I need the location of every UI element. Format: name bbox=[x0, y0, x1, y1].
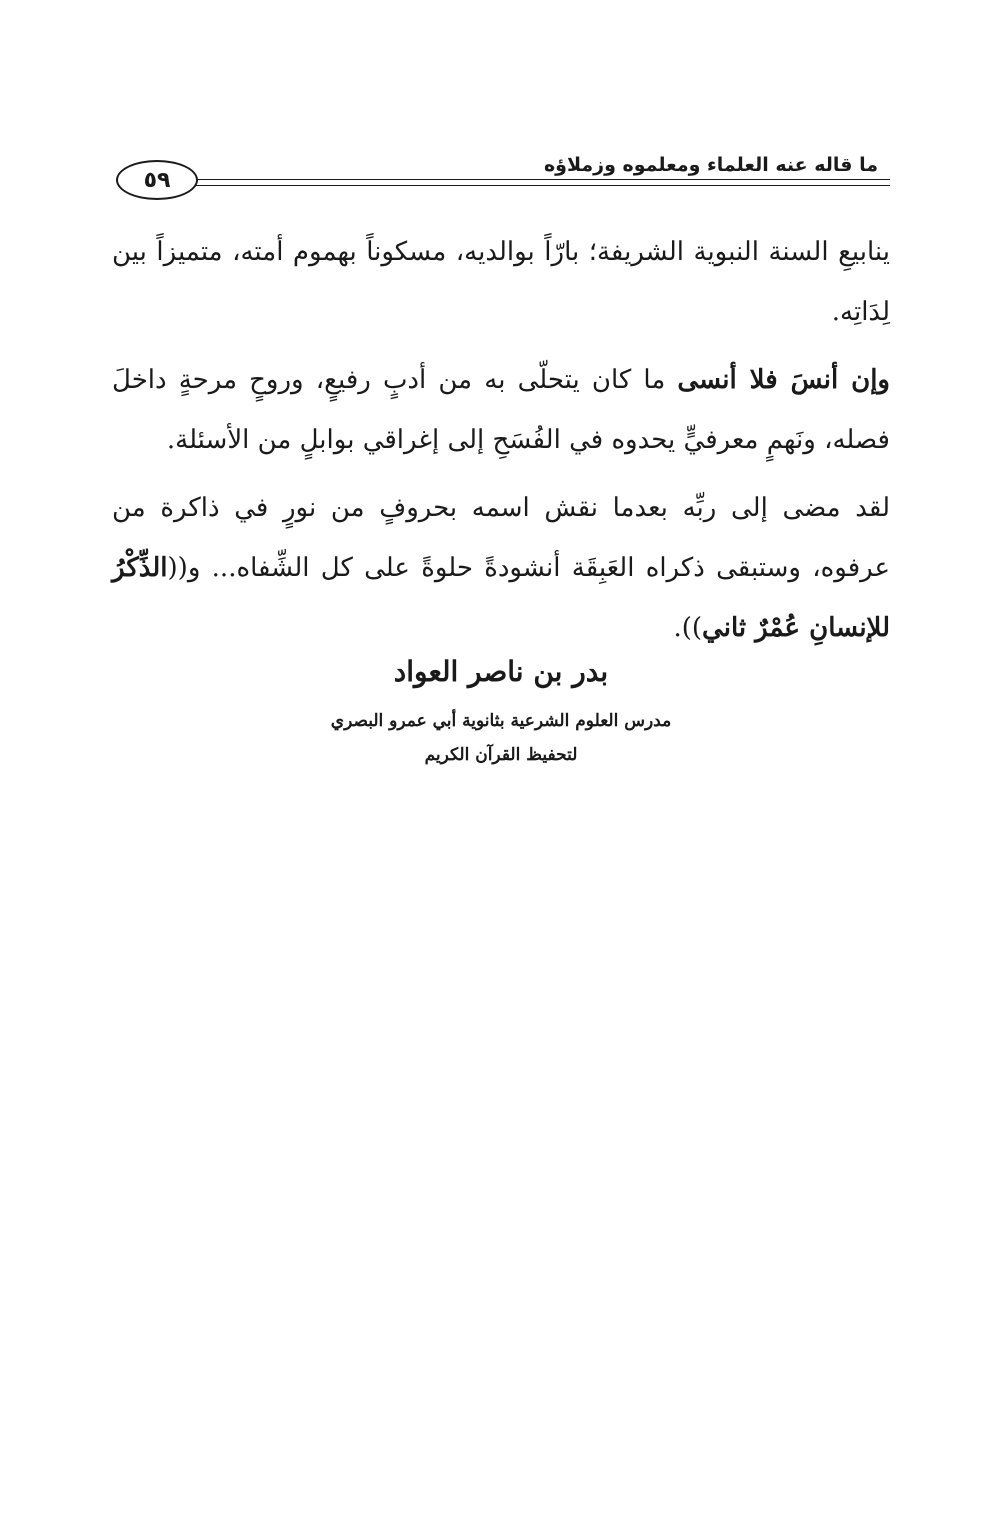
author-school: لتحفيظ القرآن الكريم bbox=[424, 745, 578, 765]
paragraph-3-quote: الذِّكْرُ للإنسانِ عُمْرٌ ثاني bbox=[112, 553, 890, 643]
signature-block bbox=[112, 650, 890, 768]
running-title: ما قاله عنه العلماء ومعلموه وزملاؤه bbox=[543, 154, 878, 176]
quote-open-mark: (( bbox=[167, 553, 188, 583]
paragraph-2-rest: ما كان يتحلّى به من أدبٍ رفيعٍ، وروحٍ مرحةٍ داخلَ فصله، ونَهمٍ معرفيٍّ يحدوه في الفُسَحِ إلى إغراقي بوابلٍ من الأسئلة. bbox=[112, 365, 890, 455]
header-rule-top bbox=[194, 179, 890, 180]
author-role: مدرس العلوم الشرعية بثانوية أبي عمرو البصري bbox=[330, 711, 672, 731]
body-text bbox=[112, 222, 890, 658]
paragraph-3 bbox=[112, 478, 890, 658]
author-name: بدر بن ناصر العواد bbox=[393, 655, 609, 688]
page-header bbox=[112, 150, 890, 206]
header-rule-bottom bbox=[194, 185, 890, 186]
quote-close-mark: )). bbox=[673, 613, 703, 643]
page-number: ٥٩ bbox=[116, 160, 198, 200]
paragraph-1: ينابيعِ السنة النبوية الشريفة؛ بارّاً بوالديه، مسكوناً بهموم أمته، متميزاً بين لِدَاتِه. bbox=[112, 237, 890, 327]
paragraph-2 bbox=[112, 350, 890, 470]
paragraph-3-text: لقد مضى إلى ربِّه بعدما نقش اسمه بحروفٍ من نورٍ في ذاكرة من عرفوه، وستبقى ذكراه العَبِقَة أنشودةً حلوةً على كل الشِّفاه... و bbox=[112, 493, 890, 583]
paragraph-2-lead: وإن أنسَ فلا أنسى bbox=[677, 365, 890, 395]
